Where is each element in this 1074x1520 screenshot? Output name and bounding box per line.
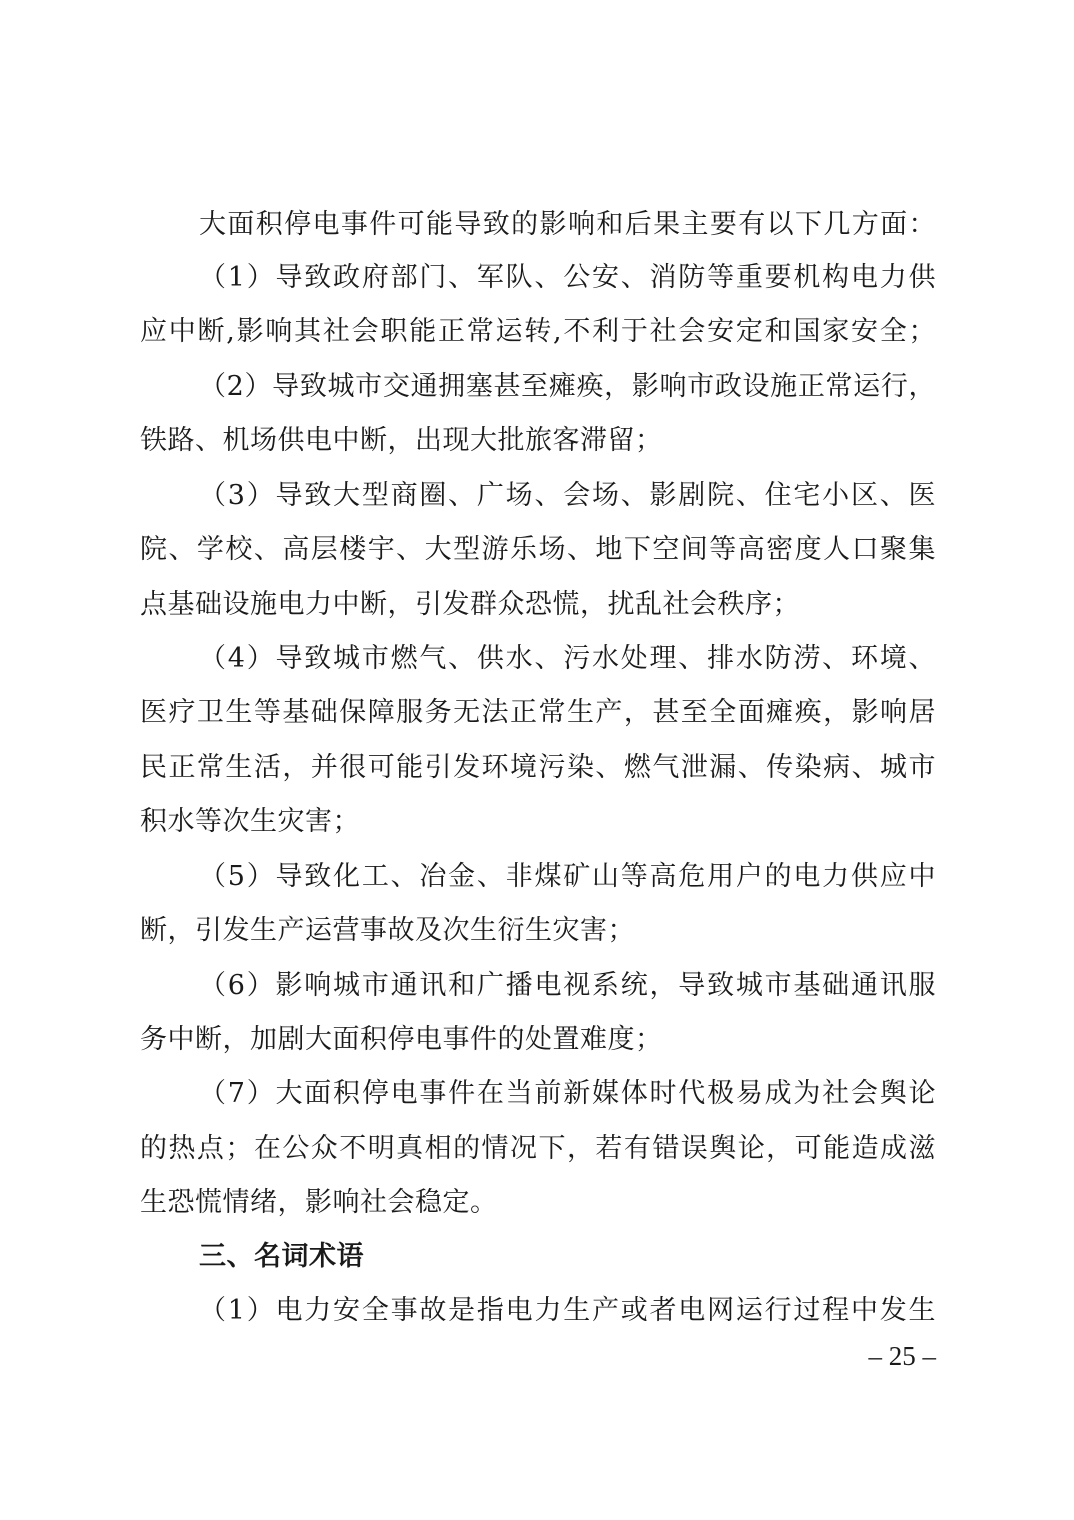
item-3-line-3: 点基础设施电力中断，引发群众恐慌，扰乱社会秩序；	[140, 589, 800, 620]
item-6-line-1: （6）影响城市通讯和广播电视系统，导致城市基础通讯服	[199, 970, 936, 1001]
item-2-line-2: 铁路、机场供电中断，出现大批旅客滞留；	[140, 425, 663, 456]
item-3-line-1: （3）导致大型商圈、广场、会场、影剧院、住宅小区、医	[199, 480, 936, 511]
item-6-line-2: 务中断，加剧大面积停电事件的处置难度；	[140, 1024, 663, 1055]
item-1-line-2: 应中断,影响其社会职能正常运转,不利于社会安定和国家安全；	[140, 316, 936, 347]
intro-line: 大面积停电事件可能导致的影响和后果主要有以下几方面：	[199, 209, 936, 240]
item-7-line-3: 生恐慌情绪，影响社会稳定。	[140, 1187, 498, 1218]
item-4-line-2: 医疗卫生等基础保障服务无法正常生产，甚至全面瘫痪，影响居	[140, 697, 936, 728]
item-3-line-2: 院、学校、高层楼宇、大型游乐场、地下空间等高密度人口聚集	[140, 534, 936, 565]
page-number: – 25 –	[868, 1341, 936, 1371]
item-5-line-1: （5）导致化工、冶金、非煤矿山等高危用户的电力供应中	[199, 861, 936, 892]
item-7-line-1: （7）大面积停电事件在当前新媒体时代极易成为社会舆论	[199, 1078, 936, 1109]
item-4-line-1: （4）导致城市燃气、供水、污水处理、排水防涝、环境、	[199, 643, 936, 674]
item-7-line-2: 的热点；在公众不明真相的情况下，若有错误舆论，可能造成滋	[140, 1133, 936, 1164]
item-5-line-2: 断，引发生产运营事故及次生衍生灾害；	[140, 915, 635, 946]
section-heading: 三、名词术语	[199, 1241, 364, 1272]
item-2-line-1: （2）导致城市交通拥塞甚至瘫痪，影响市政设施正常运行，	[199, 371, 936, 402]
item-4-line-4: 积水等次生灾害；	[140, 806, 360, 837]
item-4-line-3: 民正常生活，并很可能引发环境污染、燃气泄漏、传染病、城市	[140, 752, 936, 783]
term-1-line-1: （1）电力安全事故是指电力生产或者电网运行过程中发生	[199, 1295, 936, 1326]
item-1-line-1: （1）导致政府部门、军队、公安、消防等重要机构电力供	[199, 262, 936, 293]
